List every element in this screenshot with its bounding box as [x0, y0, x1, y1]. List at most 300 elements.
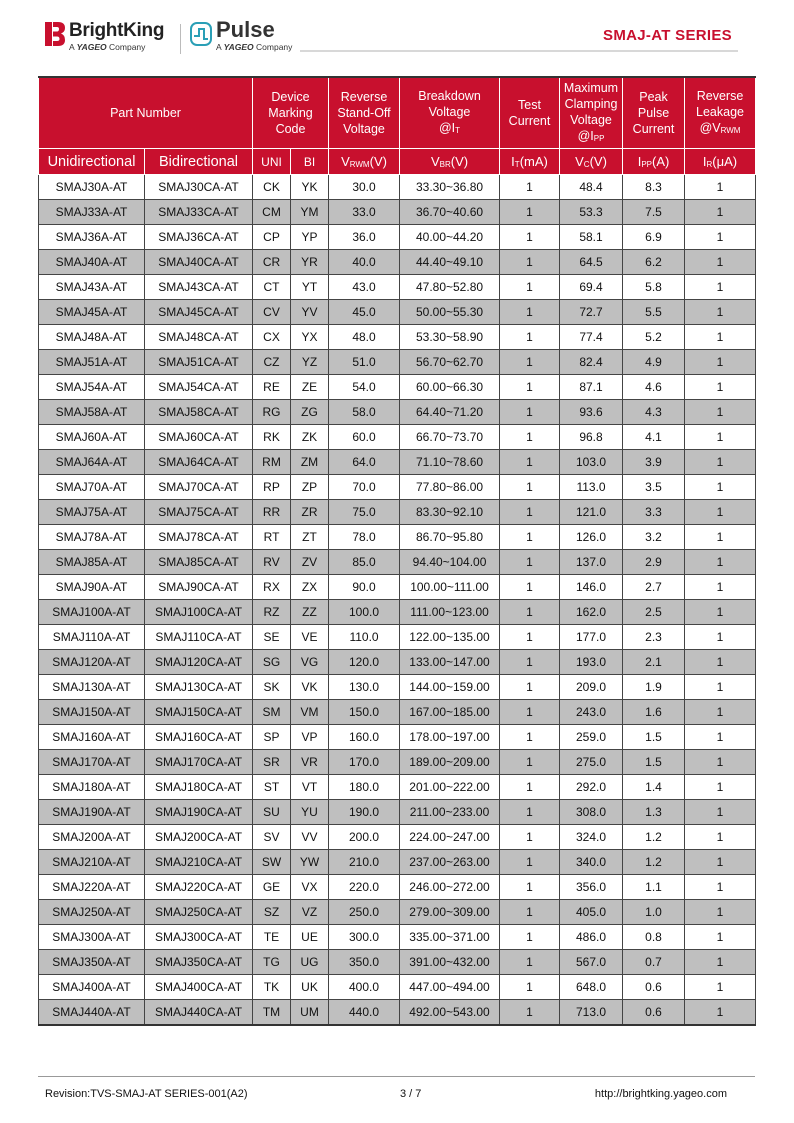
logo-divider	[180, 24, 181, 54]
cell-ipp: 2.7	[623, 575, 685, 600]
cell-bi-marking: ZR	[291, 500, 329, 525]
cell-ir: 1	[685, 200, 756, 225]
cell-bidirectional-part: SMAJ48CA-AT	[145, 325, 253, 350]
cell-vc: 64.5	[560, 250, 623, 275]
cell-uni-marking: RZ	[253, 600, 291, 625]
cell-it: 1	[500, 225, 560, 250]
cell-unidirectional-part: SMAJ36A-AT	[39, 225, 145, 250]
cell-uni-marking: CT	[253, 275, 291, 300]
table-row	[39, 525, 756, 550]
cell-bi-marking: YX	[291, 325, 329, 350]
cell-it: 1	[500, 175, 560, 200]
cell-ir: 1	[685, 525, 756, 550]
cell-vbr: 36.70~40.60	[400, 200, 500, 225]
cell-ir: 1	[685, 825, 756, 850]
table-row	[39, 775, 756, 800]
cell-ir: 1	[685, 375, 756, 400]
table-row	[39, 675, 756, 700]
cell-ipp: 0.6	[623, 975, 685, 1000]
cell-vc: 193.0	[560, 650, 623, 675]
cell-vc: 209.0	[560, 675, 623, 700]
cell-uni-marking: SP	[253, 725, 291, 750]
cell-ipp: 1.2	[623, 850, 685, 875]
cell-uni-marking: SU	[253, 800, 291, 825]
cell-it: 1	[500, 850, 560, 875]
cell-uni-marking: GE	[253, 875, 291, 900]
cell-vrwm: 48.0	[329, 325, 400, 350]
cell-vbr: 71.10~78.60	[400, 450, 500, 475]
footer-url: http://brightking.yageo.com	[594, 1088, 727, 1100]
cell-unidirectional-part: SMAJ150A-AT	[39, 700, 145, 725]
cell-vc: 58.1	[560, 225, 623, 250]
cell-it: 1	[500, 450, 560, 475]
cell-unidirectional-part: SMAJ250A-AT	[39, 900, 145, 925]
cell-vrwm: 130.0	[329, 675, 400, 700]
cell-it: 1	[500, 200, 560, 225]
cell-vc: 259.0	[560, 725, 623, 750]
cell-vbr: 111.00~123.00	[400, 600, 500, 625]
table-row	[39, 950, 756, 975]
cell-bidirectional-part: SMAJ110CA-AT	[145, 625, 253, 650]
cell-bidirectional-part: SMAJ78CA-AT	[145, 525, 253, 550]
cell-vc: 87.1	[560, 375, 623, 400]
cell-vrwm: 36.0	[329, 225, 400, 250]
table-row	[39, 900, 756, 925]
table-row	[39, 200, 756, 225]
col-vc: VC(V)	[560, 149, 623, 175]
cell-bidirectional-part: SMAJ160CA-AT	[145, 725, 253, 750]
cell-ipp: 1.5	[623, 750, 685, 775]
cell-vbr: 94.40~104.00	[400, 550, 500, 575]
cell-uni-marking: CK	[253, 175, 291, 200]
table-row	[39, 175, 756, 200]
table-row	[39, 575, 756, 600]
cell-ir: 1	[685, 800, 756, 825]
cell-ir: 1	[685, 775, 756, 800]
cell-uni-marking: SW	[253, 850, 291, 875]
col-bi-code: BI	[291, 149, 329, 175]
cell-ir: 1	[685, 425, 756, 450]
cell-vc: 121.0	[560, 500, 623, 525]
cell-ipp: 7.5	[623, 200, 685, 225]
cell-vbr: 122.00~135.00	[400, 625, 500, 650]
cell-uni-marking: RM	[253, 450, 291, 475]
cell-ipp: 1.0	[623, 900, 685, 925]
cell-ipp: 6.2	[623, 250, 685, 275]
cell-bi-marking: YU	[291, 800, 329, 825]
table-row	[39, 850, 756, 875]
cell-ipp: 1.2	[623, 825, 685, 850]
cell-it: 1	[500, 675, 560, 700]
cell-vrwm: 190.0	[329, 800, 400, 825]
cell-unidirectional-part: SMAJ100A-AT	[39, 600, 145, 625]
cell-it: 1	[500, 550, 560, 575]
cell-uni-marking: SZ	[253, 900, 291, 925]
cell-ipp: 5.5	[623, 300, 685, 325]
table-row	[39, 975, 756, 1000]
col-ipp: IPP(A)	[623, 149, 685, 175]
cell-bidirectional-part: SMAJ85CA-AT	[145, 550, 253, 575]
cell-bidirectional-part: SMAJ130CA-AT	[145, 675, 253, 700]
cell-uni-marking: TK	[253, 975, 291, 1000]
cell-unidirectional-part: SMAJ33A-AT	[39, 200, 145, 225]
cell-vbr: 44.40~49.10	[400, 250, 500, 275]
cell-vc: 77.4	[560, 325, 623, 350]
cell-bi-marking: VE	[291, 625, 329, 650]
table-row	[39, 450, 756, 475]
cell-unidirectional-part: SMAJ190A-AT	[39, 800, 145, 825]
cell-uni-marking: RG	[253, 400, 291, 425]
cell-unidirectional-part: SMAJ350A-AT	[39, 950, 145, 975]
table-row	[39, 550, 756, 575]
cell-ir: 1	[685, 900, 756, 925]
cell-bidirectional-part: SMAJ150CA-AT	[145, 700, 253, 725]
col-vbr: VBR(V)	[400, 149, 500, 175]
cell-ir: 1	[685, 700, 756, 725]
cell-ir: 1	[685, 325, 756, 350]
cell-ipp: 5.8	[623, 275, 685, 300]
cell-ir: 1	[685, 600, 756, 625]
cell-vrwm: 120.0	[329, 650, 400, 675]
cell-it: 1	[500, 775, 560, 800]
cell-unidirectional-part: SMAJ400A-AT	[39, 975, 145, 1000]
cell-uni-marking: SE	[253, 625, 291, 650]
cell-it: 1	[500, 700, 560, 725]
cell-vbr: 50.00~55.30	[400, 300, 500, 325]
cell-ir: 1	[685, 175, 756, 200]
cell-ir: 1	[685, 850, 756, 875]
cell-vbr: 167.00~185.00	[400, 700, 500, 725]
cell-unidirectional-part: SMAJ48A-AT	[39, 325, 145, 350]
cell-vrwm: 160.0	[329, 725, 400, 750]
cell-bi-marking: ZM	[291, 450, 329, 475]
group-header-row	[39, 77, 756, 149]
cell-it: 1	[500, 600, 560, 625]
cell-unidirectional-part: SMAJ440A-AT	[39, 1000, 145, 1026]
cell-ipp: 4.9	[623, 350, 685, 375]
cell-it: 1	[500, 825, 560, 850]
cell-bi-marking: VG	[291, 650, 329, 675]
cell-it: 1	[500, 400, 560, 425]
table-row	[39, 500, 756, 525]
cell-vbr: 211.00~233.00	[400, 800, 500, 825]
cell-bi-marking: ZZ	[291, 600, 329, 625]
cell-unidirectional-part: SMAJ60A-AT	[39, 425, 145, 450]
cell-bi-marking: VP	[291, 725, 329, 750]
cell-it: 1	[500, 300, 560, 325]
cell-vbr: 53.30~58.90	[400, 325, 500, 350]
cell-vrwm: 210.0	[329, 850, 400, 875]
cell-it: 1	[500, 650, 560, 675]
cell-ir: 1	[685, 550, 756, 575]
cell-bidirectional-part: SMAJ220CA-AT	[145, 875, 253, 900]
cell-ipp: 4.6	[623, 375, 685, 400]
cell-it: 1	[500, 475, 560, 500]
table-row	[39, 600, 756, 625]
cell-vbr: 47.80~52.80	[400, 275, 500, 300]
cell-ir: 1	[685, 475, 756, 500]
cell-vrwm: 400.0	[329, 975, 400, 1000]
cell-bi-marking: VX	[291, 875, 329, 900]
cell-bidirectional-part: SMAJ45CA-AT	[145, 300, 253, 325]
cell-bi-marking: VK	[291, 675, 329, 700]
cell-unidirectional-part: SMAJ30A-AT	[39, 175, 145, 200]
cell-uni-marking: RP	[253, 475, 291, 500]
cell-bidirectional-part: SMAJ30CA-AT	[145, 175, 253, 200]
cell-vrwm: 70.0	[329, 475, 400, 500]
table-body	[39, 175, 756, 1026]
cell-bidirectional-part: SMAJ190CA-AT	[145, 800, 253, 825]
footer-page-number: 3 / 7	[400, 1088, 422, 1100]
cell-uni-marking: SV	[253, 825, 291, 850]
cell-bidirectional-part: SMAJ440CA-AT	[145, 1000, 253, 1026]
electrical-characteristics-table	[38, 76, 756, 1026]
cell-unidirectional-part: SMAJ220A-AT	[39, 875, 145, 900]
table-row	[39, 1000, 756, 1026]
cell-it: 1	[500, 975, 560, 1000]
cell-it: 1	[500, 375, 560, 400]
cell-bi-marking: ZT	[291, 525, 329, 550]
cell-bi-marking: ZK	[291, 425, 329, 450]
cell-vc: 177.0	[560, 625, 623, 650]
table-row	[39, 325, 756, 350]
cell-bi-marking: YW	[291, 850, 329, 875]
cell-ipp: 6.9	[623, 225, 685, 250]
cell-vc: 243.0	[560, 700, 623, 725]
cell-bidirectional-part: SMAJ43CA-AT	[145, 275, 253, 300]
cell-vc: 292.0	[560, 775, 623, 800]
cell-bi-marking: YR	[291, 250, 329, 275]
cell-ipp: 0.7	[623, 950, 685, 975]
cell-vrwm: 90.0	[329, 575, 400, 600]
col-it: IT(mA)	[500, 149, 560, 175]
cell-it: 1	[500, 350, 560, 375]
cell-vbr: 246.00~272.00	[400, 875, 500, 900]
cell-it: 1	[500, 575, 560, 600]
cell-uni-marking: TE	[253, 925, 291, 950]
table-row	[39, 725, 756, 750]
cell-unidirectional-part: SMAJ200A-AT	[39, 825, 145, 850]
cell-bidirectional-part: SMAJ51CA-AT	[145, 350, 253, 375]
cell-ipp: 4.3	[623, 400, 685, 425]
pulse-mark-icon	[190, 22, 212, 46]
cell-vc: 103.0	[560, 450, 623, 475]
cell-ipp: 4.1	[623, 425, 685, 450]
cell-unidirectional-part: SMAJ78A-AT	[39, 525, 145, 550]
cell-unidirectional-part: SMAJ70A-AT	[39, 475, 145, 500]
cell-vc: 126.0	[560, 525, 623, 550]
cell-uni-marking: RX	[253, 575, 291, 600]
cell-bidirectional-part: SMAJ350CA-AT	[145, 950, 253, 975]
cell-ir: 1	[685, 300, 756, 325]
cell-unidirectional-part: SMAJ300A-AT	[39, 925, 145, 950]
cell-vrwm: 75.0	[329, 500, 400, 525]
cell-it: 1	[500, 750, 560, 775]
cell-vbr: 201.00~222.00	[400, 775, 500, 800]
cell-bi-marking: ZE	[291, 375, 329, 400]
cell-unidirectional-part: SMAJ51A-AT	[39, 350, 145, 375]
cell-ipp: 3.3	[623, 500, 685, 525]
cell-vc: 567.0	[560, 950, 623, 975]
pulse-name: Pulse	[216, 17, 275, 42]
cell-vc: 713.0	[560, 1000, 623, 1026]
cell-vbr: 335.00~371.00	[400, 925, 500, 950]
cell-vc: 486.0	[560, 925, 623, 950]
cell-uni-marking: CR	[253, 250, 291, 275]
header-clamping-voltage: Maximum Clamping Voltage @IPP	[560, 77, 623, 149]
cell-vrwm: 110.0	[329, 625, 400, 650]
table-row	[39, 800, 756, 825]
table-row	[39, 275, 756, 300]
cell-vc: 53.3	[560, 200, 623, 225]
cell-uni-marking: SM	[253, 700, 291, 725]
col-ir: IR(μA)	[685, 149, 756, 175]
cell-vrwm: 30.0	[329, 175, 400, 200]
cell-unidirectional-part: SMAJ43A-AT	[39, 275, 145, 300]
cell-vrwm: 440.0	[329, 1000, 400, 1026]
cell-ir: 1	[685, 975, 756, 1000]
cell-bi-marking: ZG	[291, 400, 329, 425]
cell-vbr: 40.00~44.20	[400, 225, 500, 250]
cell-bi-marking: ZX	[291, 575, 329, 600]
cell-vrwm: 43.0	[329, 275, 400, 300]
cell-unidirectional-part: SMAJ40A-AT	[39, 250, 145, 275]
cell-bi-marking: YP	[291, 225, 329, 250]
cell-vc: 356.0	[560, 875, 623, 900]
cell-unidirectional-part: SMAJ64A-AT	[39, 450, 145, 475]
cell-ir: 1	[685, 675, 756, 700]
cell-vbr: 33.30~36.80	[400, 175, 500, 200]
table-row	[39, 875, 756, 900]
cell-ipp: 1.4	[623, 775, 685, 800]
cell-ir: 1	[685, 250, 756, 275]
page-header	[0, 0, 794, 62]
cell-vc: 405.0	[560, 900, 623, 925]
cell-vbr: 391.00~432.00	[400, 950, 500, 975]
header-breakdown-voltage: Breakdown Voltage @IT	[400, 77, 500, 149]
cell-ipp: 1.1	[623, 875, 685, 900]
cell-vbr: 100.00~111.00	[400, 575, 500, 600]
cell-vc: 308.0	[560, 800, 623, 825]
cell-unidirectional-part: SMAJ180A-AT	[39, 775, 145, 800]
col-vrwm: VRWM(V)	[329, 149, 400, 175]
cell-ir: 1	[685, 1000, 756, 1026]
cell-ipp: 1.5	[623, 725, 685, 750]
cell-it: 1	[500, 425, 560, 450]
cell-vc: 137.0	[560, 550, 623, 575]
cell-ipp: 3.2	[623, 525, 685, 550]
cell-vbr: 66.70~73.70	[400, 425, 500, 450]
cell-vrwm: 58.0	[329, 400, 400, 425]
cell-bi-marking: UG	[291, 950, 329, 975]
cell-uni-marking: TG	[253, 950, 291, 975]
cell-it: 1	[500, 250, 560, 275]
cell-vbr: 56.70~62.70	[400, 350, 500, 375]
cell-it: 1	[500, 525, 560, 550]
cell-it: 1	[500, 1000, 560, 1026]
cell-it: 1	[500, 725, 560, 750]
cell-vrwm: 350.0	[329, 950, 400, 975]
cell-vrwm: 300.0	[329, 925, 400, 950]
table-row	[39, 375, 756, 400]
cell-vrwm: 40.0	[329, 250, 400, 275]
table-row	[39, 300, 756, 325]
cell-vrwm: 180.0	[329, 775, 400, 800]
footer-revision: Revision:TVS-SMAJ-AT SERIES-001(A2)	[45, 1088, 248, 1100]
cell-unidirectional-part: SMAJ75A-AT	[39, 500, 145, 525]
cell-vc: 275.0	[560, 750, 623, 775]
cell-vrwm: 200.0	[329, 825, 400, 850]
cell-vbr: 237.00~263.00	[400, 850, 500, 875]
cell-ir: 1	[685, 650, 756, 675]
cell-bidirectional-part: SMAJ60CA-AT	[145, 425, 253, 450]
cell-ipp: 0.8	[623, 925, 685, 950]
cell-vc: 146.0	[560, 575, 623, 600]
cell-ir: 1	[685, 450, 756, 475]
cell-bi-marking: VR	[291, 750, 329, 775]
cell-bi-marking: UM	[291, 1000, 329, 1026]
cell-uni-marking: RV	[253, 550, 291, 575]
cell-ir: 1	[685, 950, 756, 975]
cell-unidirectional-part: SMAJ54A-AT	[39, 375, 145, 400]
cell-bi-marking: ZP	[291, 475, 329, 500]
cell-ipp: 3.9	[623, 450, 685, 475]
cell-vbr: 86.70~95.80	[400, 525, 500, 550]
cell-uni-marking: SR	[253, 750, 291, 775]
table-row	[39, 250, 756, 275]
cell-vbr: 279.00~309.00	[400, 900, 500, 925]
header-test-current: Test Current	[500, 77, 560, 149]
cell-bidirectional-part: SMAJ400CA-AT	[145, 975, 253, 1000]
cell-vc: 69.4	[560, 275, 623, 300]
cell-bi-marking: VZ	[291, 900, 329, 925]
cell-vc: 113.0	[560, 475, 623, 500]
cell-vc: 93.6	[560, 400, 623, 425]
cell-vbr: 77.80~86.00	[400, 475, 500, 500]
cell-ipp: 2.3	[623, 625, 685, 650]
table-row	[39, 225, 756, 250]
cell-unidirectional-part: SMAJ160A-AT	[39, 725, 145, 750]
footer-divider	[38, 1076, 755, 1077]
table-row	[39, 625, 756, 650]
cell-bidirectional-part: SMAJ250CA-AT	[145, 900, 253, 925]
col-uni-code: UNI	[253, 149, 291, 175]
cell-vbr: 144.00~159.00	[400, 675, 500, 700]
pulse-subtitle: A YAGEO Company	[216, 42, 293, 52]
header-marking-code: Device Marking Code	[253, 77, 329, 149]
cell-vbr: 189.00~209.00	[400, 750, 500, 775]
cell-unidirectional-part: SMAJ45A-AT	[39, 300, 145, 325]
cell-bi-marking: UE	[291, 925, 329, 950]
cell-vbr: 60.00~66.30	[400, 375, 500, 400]
cell-vrwm: 220.0	[329, 875, 400, 900]
cell-bidirectional-part: SMAJ64CA-AT	[145, 450, 253, 475]
cell-ipp: 1.3	[623, 800, 685, 825]
cell-ir: 1	[685, 575, 756, 600]
cell-bi-marking: VM	[291, 700, 329, 725]
cell-bidirectional-part: SMAJ120CA-AT	[145, 650, 253, 675]
cell-it: 1	[500, 950, 560, 975]
cell-it: 1	[500, 875, 560, 900]
cell-ir: 1	[685, 275, 756, 300]
table-row	[39, 650, 756, 675]
cell-uni-marking: CZ	[253, 350, 291, 375]
cell-it: 1	[500, 500, 560, 525]
cell-ipp: 1.9	[623, 675, 685, 700]
cell-vrwm: 60.0	[329, 425, 400, 450]
cell-ir: 1	[685, 400, 756, 425]
cell-bidirectional-part: SMAJ54CA-AT	[145, 375, 253, 400]
